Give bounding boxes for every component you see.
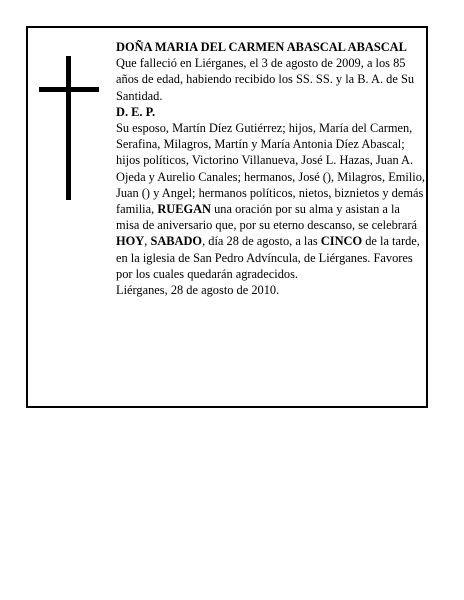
cross-vertical-bar [66,56,71,200]
deceased-name: DOÑA MARIA DEL CARMEN ABASCAL ABASCAL [116,40,407,54]
sabado-word: SABADO [150,234,203,249]
notice-body [116,39,426,298]
family-names: Su esposo, Martín Díez Gutiérrez; hijos, María del Carmen, Serafina, Milagros, Martín y María Antonia Díez Abascal; hijos políticos, Victorino Villanueva, José L. Hazas, Juan A. Ojeda y Aurelio Canales; hermanos, José (), Milagros, Emilio, Juan () y Angel; hermanos políticos, nietos, biznietos y demás familia, [116,121,426,217]
closing-text: de la tarde, en la iglesia de San Pedro Advíncula, de Liérganes. Favores por los cuales quedarán agradecidos. [116,234,420,281]
death-details: Que falleció en Liérganes, el 3 de agosto de 2009, a los 85 años de edad, habiendo recibido los SS. SS. y la B. A. de Su Santidad. [116,56,415,103]
ruegan-text: una oración por su alma y asistan a la misa de aniversario que, por su eterno descanso, se celebrará [116,202,418,233]
comma-text: , [144,234,151,249]
family-list [116,120,426,282]
date-text: , día 28 de agosto, a las [202,234,321,249]
cinco-word: CINCO [320,234,363,249]
obituary-notice [26,26,428,408]
hoy-word: HOY [116,234,145,249]
cross-icon [39,56,99,200]
dep-heading: D. E. P. [116,104,156,119]
cross-horizontal-bar [39,87,99,92]
place-date: Liérganes, 28 de agosto de 2010. [116,283,280,298]
ruegan-word: RUEGAN [157,202,212,217]
